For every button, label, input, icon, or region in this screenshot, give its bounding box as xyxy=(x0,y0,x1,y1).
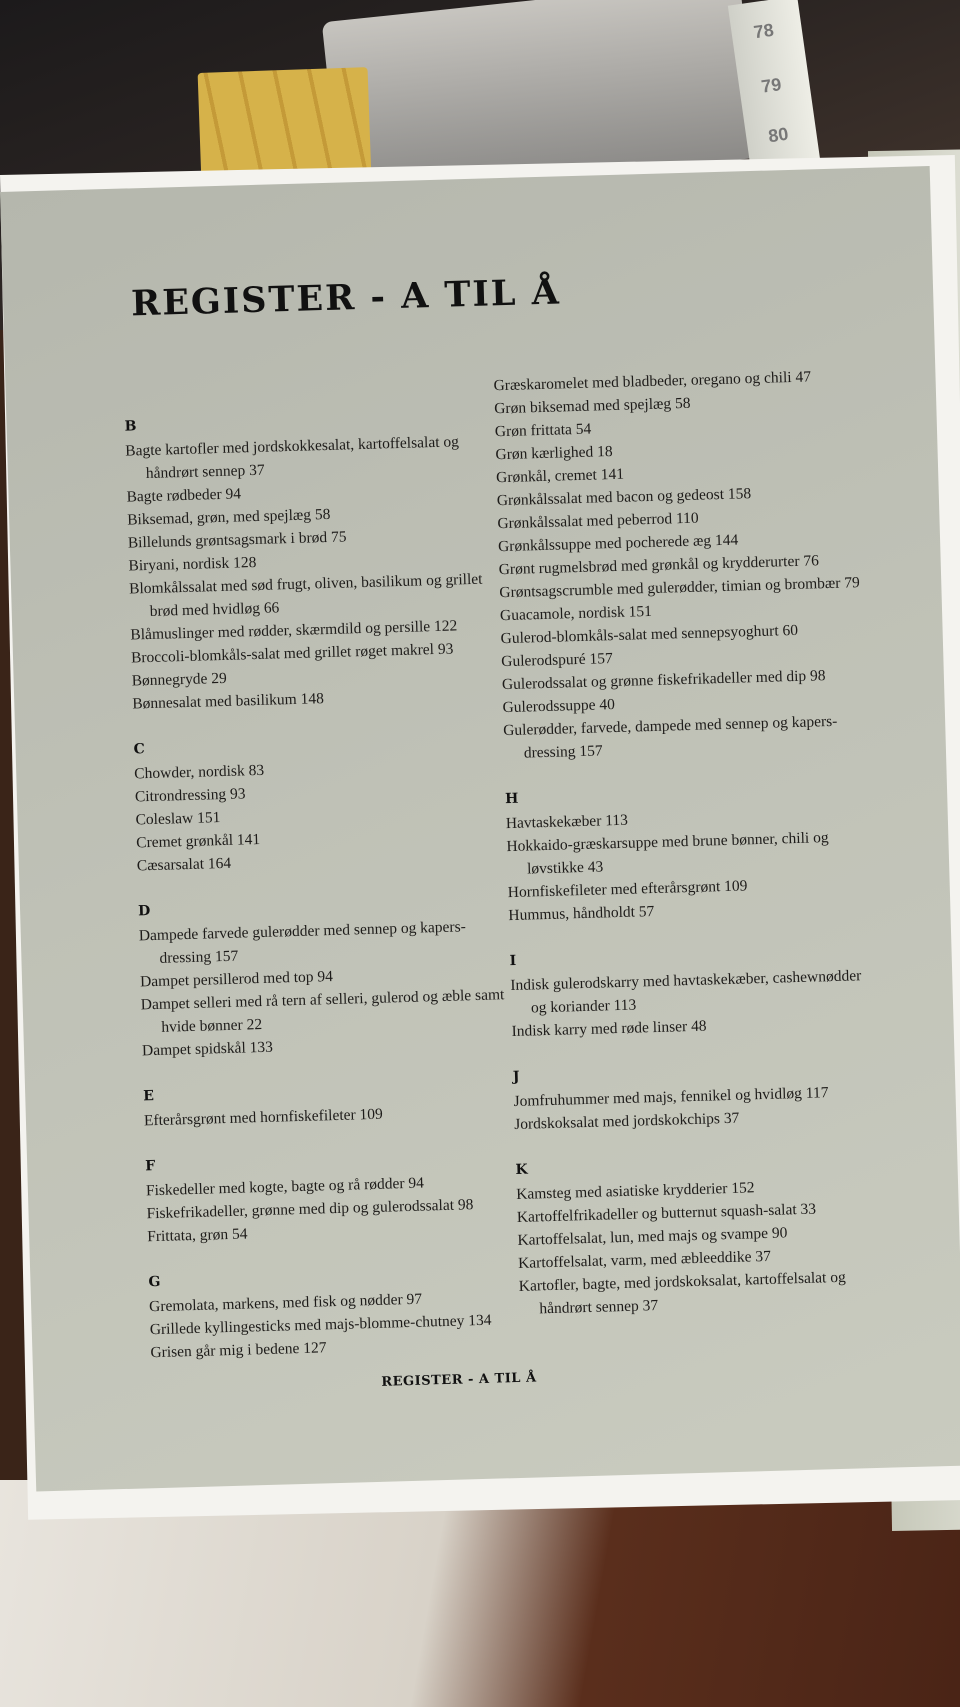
entry-text: Frittata, grøn 54 xyxy=(146,1225,248,1246)
tape-mark: 80 xyxy=(766,123,790,147)
entry-text: Dampet persillerod med top 94 xyxy=(139,968,334,991)
entry-text: Jomfruhummer med majs, fennikel og hvidløg 117 xyxy=(513,1084,829,1111)
entry-text: Biryani, nordisk 128 xyxy=(128,553,257,575)
entry-continuation: hvide bønner 22 xyxy=(161,1016,263,1036)
entry-text: Chowder, nordisk 83 xyxy=(134,761,265,783)
entry-text: Coleslaw 151 xyxy=(135,809,221,829)
entry-text: Citrondressing 93 xyxy=(134,785,246,806)
entry-text: Kartoffelfrikadeller og butternut squash-salat 33 xyxy=(516,1200,817,1226)
entry-text: Grønkålssalat med bacon og gedeost 158 xyxy=(496,485,752,510)
entry-continuation: løvstikke 43 xyxy=(526,858,604,878)
entry-text: Gulerod-blomkåls-salat med sennepsyoghurt 60 xyxy=(500,621,799,648)
entry-text: Hokkaido-græskarsuppe med brune bønner, chili og xyxy=(506,829,829,856)
index-section xyxy=(493,363,924,766)
section-letter: D xyxy=(137,903,151,920)
entry-text: Kamsteg med asiatiske krydderier 152 xyxy=(515,1179,755,1203)
index-section xyxy=(515,1150,939,1321)
index-section xyxy=(133,730,537,877)
index-column-left xyxy=(124,407,551,1390)
entry-text: Grisen går mig i bedene 127 xyxy=(150,1339,327,1362)
entry-text: Indisk gulerodskarry med havtaskekæber, cashewnødder xyxy=(510,967,862,995)
entry-text: Grønkålssuppe med pocherede æg 144 xyxy=(497,531,739,556)
entry-text: Fiskefrikadeller, grønne med dip og gulerodssalat 98 xyxy=(146,1196,474,1223)
entry-text: Gulerodspuré 157 xyxy=(501,650,614,671)
entry-text: Grøn kærlighed 18 xyxy=(495,442,613,464)
index-section xyxy=(513,1057,935,1136)
section-letter: H xyxy=(504,790,519,808)
entry-text: Kartoffelsalat, lun, med majs og svampe 90 xyxy=(517,1224,788,1249)
entry-text: Grillede kyllingesticks med majs-blomme-chutney 134 xyxy=(149,1311,492,1339)
entry-text: Grønkål, cremet 141 xyxy=(495,465,625,487)
entry-text: Kartoffelsalat, varm, med æbleeddike 37 xyxy=(517,1247,772,1272)
entry-text: Broccoli-blomkåls-salat med grillet røget makrel 93 xyxy=(130,640,454,667)
entry-continuation: og koriander 113 xyxy=(530,996,637,1017)
section-letter: G xyxy=(148,1273,161,1291)
entry-text: Gulerodssuppe 40 xyxy=(502,696,616,717)
section-letter: I xyxy=(509,952,517,970)
entry-continuation: håndrørt sennep 37 xyxy=(539,1297,659,1318)
entry-text: Kartofler, bagte, med jordskoksalat, kartoffelsalat og xyxy=(518,1268,846,1295)
page-footer: REGISTER - A TIL Å xyxy=(381,1370,537,1390)
entry-continuation: brød med hvidløg 66 xyxy=(149,599,280,620)
section-letter: C xyxy=(133,741,145,758)
entry-text: Hornfiskefileter med efterårsgrønt 109 xyxy=(507,877,748,902)
index-section xyxy=(124,407,532,715)
section-letter: F xyxy=(145,1158,156,1175)
index-column-right xyxy=(493,363,940,1347)
entry-text: Hummus, håndholdt 57 xyxy=(508,903,655,925)
index-section xyxy=(143,1077,544,1132)
entry-text: Grønt rugmelsbrød med grønkål og krydderurter 76 xyxy=(498,552,820,579)
page-title: REGISTER - A TIL Å xyxy=(130,271,562,325)
entry-text: Guacamole, nordisk 151 xyxy=(499,602,653,625)
entry-text: Bagte kartofler med jordskokkesalat, kartoffelsalat og xyxy=(125,433,460,460)
entry-text: Bønnegryde 29 xyxy=(131,669,228,690)
entry-text: Fiskedeller med kogte, bagte og rå rødder 94 xyxy=(145,1174,425,1200)
index-entry xyxy=(144,1098,544,1132)
tape-mark: 79 xyxy=(760,74,783,97)
entry-text: Grønkålssalat med peberrod 110 xyxy=(497,509,699,533)
entry-continuation: dressing 157 xyxy=(159,947,239,967)
entry-text: Græskaromelet med bladbeder, oregano og chili 47 xyxy=(493,368,812,395)
entry-text: Bønnesalat med basilikum 148 xyxy=(132,690,325,713)
index-section xyxy=(509,941,931,1043)
entry-text: Gulerødder, farvede, dampede med sennep og kapers- xyxy=(502,712,838,740)
section-letter: E xyxy=(143,1088,155,1105)
entry-text: Efterårsgrønt med hornfiskefileter 109 xyxy=(143,1105,384,1130)
index-section xyxy=(148,1263,550,1364)
entry-text: Cæsarsalat 164 xyxy=(136,854,232,875)
entry-text: Gremolata, markens, med fisk og nødder 97 xyxy=(148,1290,423,1316)
entry-text: Bagte rødbeder 94 xyxy=(126,485,242,506)
entry-text: Biksemad, grøn, med spejlæg 58 xyxy=(126,505,331,529)
book-page xyxy=(0,166,960,1491)
entry-text: Indisk karry med røde linser 48 xyxy=(511,1017,707,1041)
section-letter: K xyxy=(515,1161,528,1178)
entry-text: Gulerodssalat og grønne fiskefrikadeller med dip 98 xyxy=(501,667,826,694)
index-section xyxy=(138,892,542,1062)
entry-text: Blåmuslinger med rødder, skærmdild og persille 122 xyxy=(130,617,458,644)
entry-continuation: dressing 157 xyxy=(523,742,603,762)
entry-continuation: håndrørt sennep 37 xyxy=(145,461,265,483)
entry-text: Grøntsagscrumble med gulerødder, timian og brombær 79 xyxy=(499,574,861,602)
entry-text: Jordskoksalat med jordskokchips 37 xyxy=(514,1109,740,1134)
entry-text: Dampede farvede gulerødder med sennep og kapers- xyxy=(138,918,467,945)
entry-text: Billelunds grøntsagsmark i brød 75 xyxy=(127,528,347,552)
entry-text: Cremet grønkål 141 xyxy=(135,830,261,852)
section-letter: B xyxy=(124,418,137,435)
index-section xyxy=(505,779,929,927)
section-letter: J xyxy=(512,1068,520,1086)
entry-text: Grøn frittata 54 xyxy=(494,420,592,441)
entry-text: Blomkålssalat med sød frugt, oliven, basilikum og grillet xyxy=(128,570,483,598)
entry-text: Havtaskekæber 113 xyxy=(505,811,629,833)
index-section xyxy=(145,1147,547,1248)
tape-mark: 78 xyxy=(752,19,776,43)
entry-text: Dampet spidskål 133 xyxy=(141,1038,274,1060)
entry-text: Grøn biksemad med spejlæg 58 xyxy=(494,394,691,418)
entry-text: Dampet selleri med rå tern af selleri, gulerod og æble samt xyxy=(140,986,505,1014)
